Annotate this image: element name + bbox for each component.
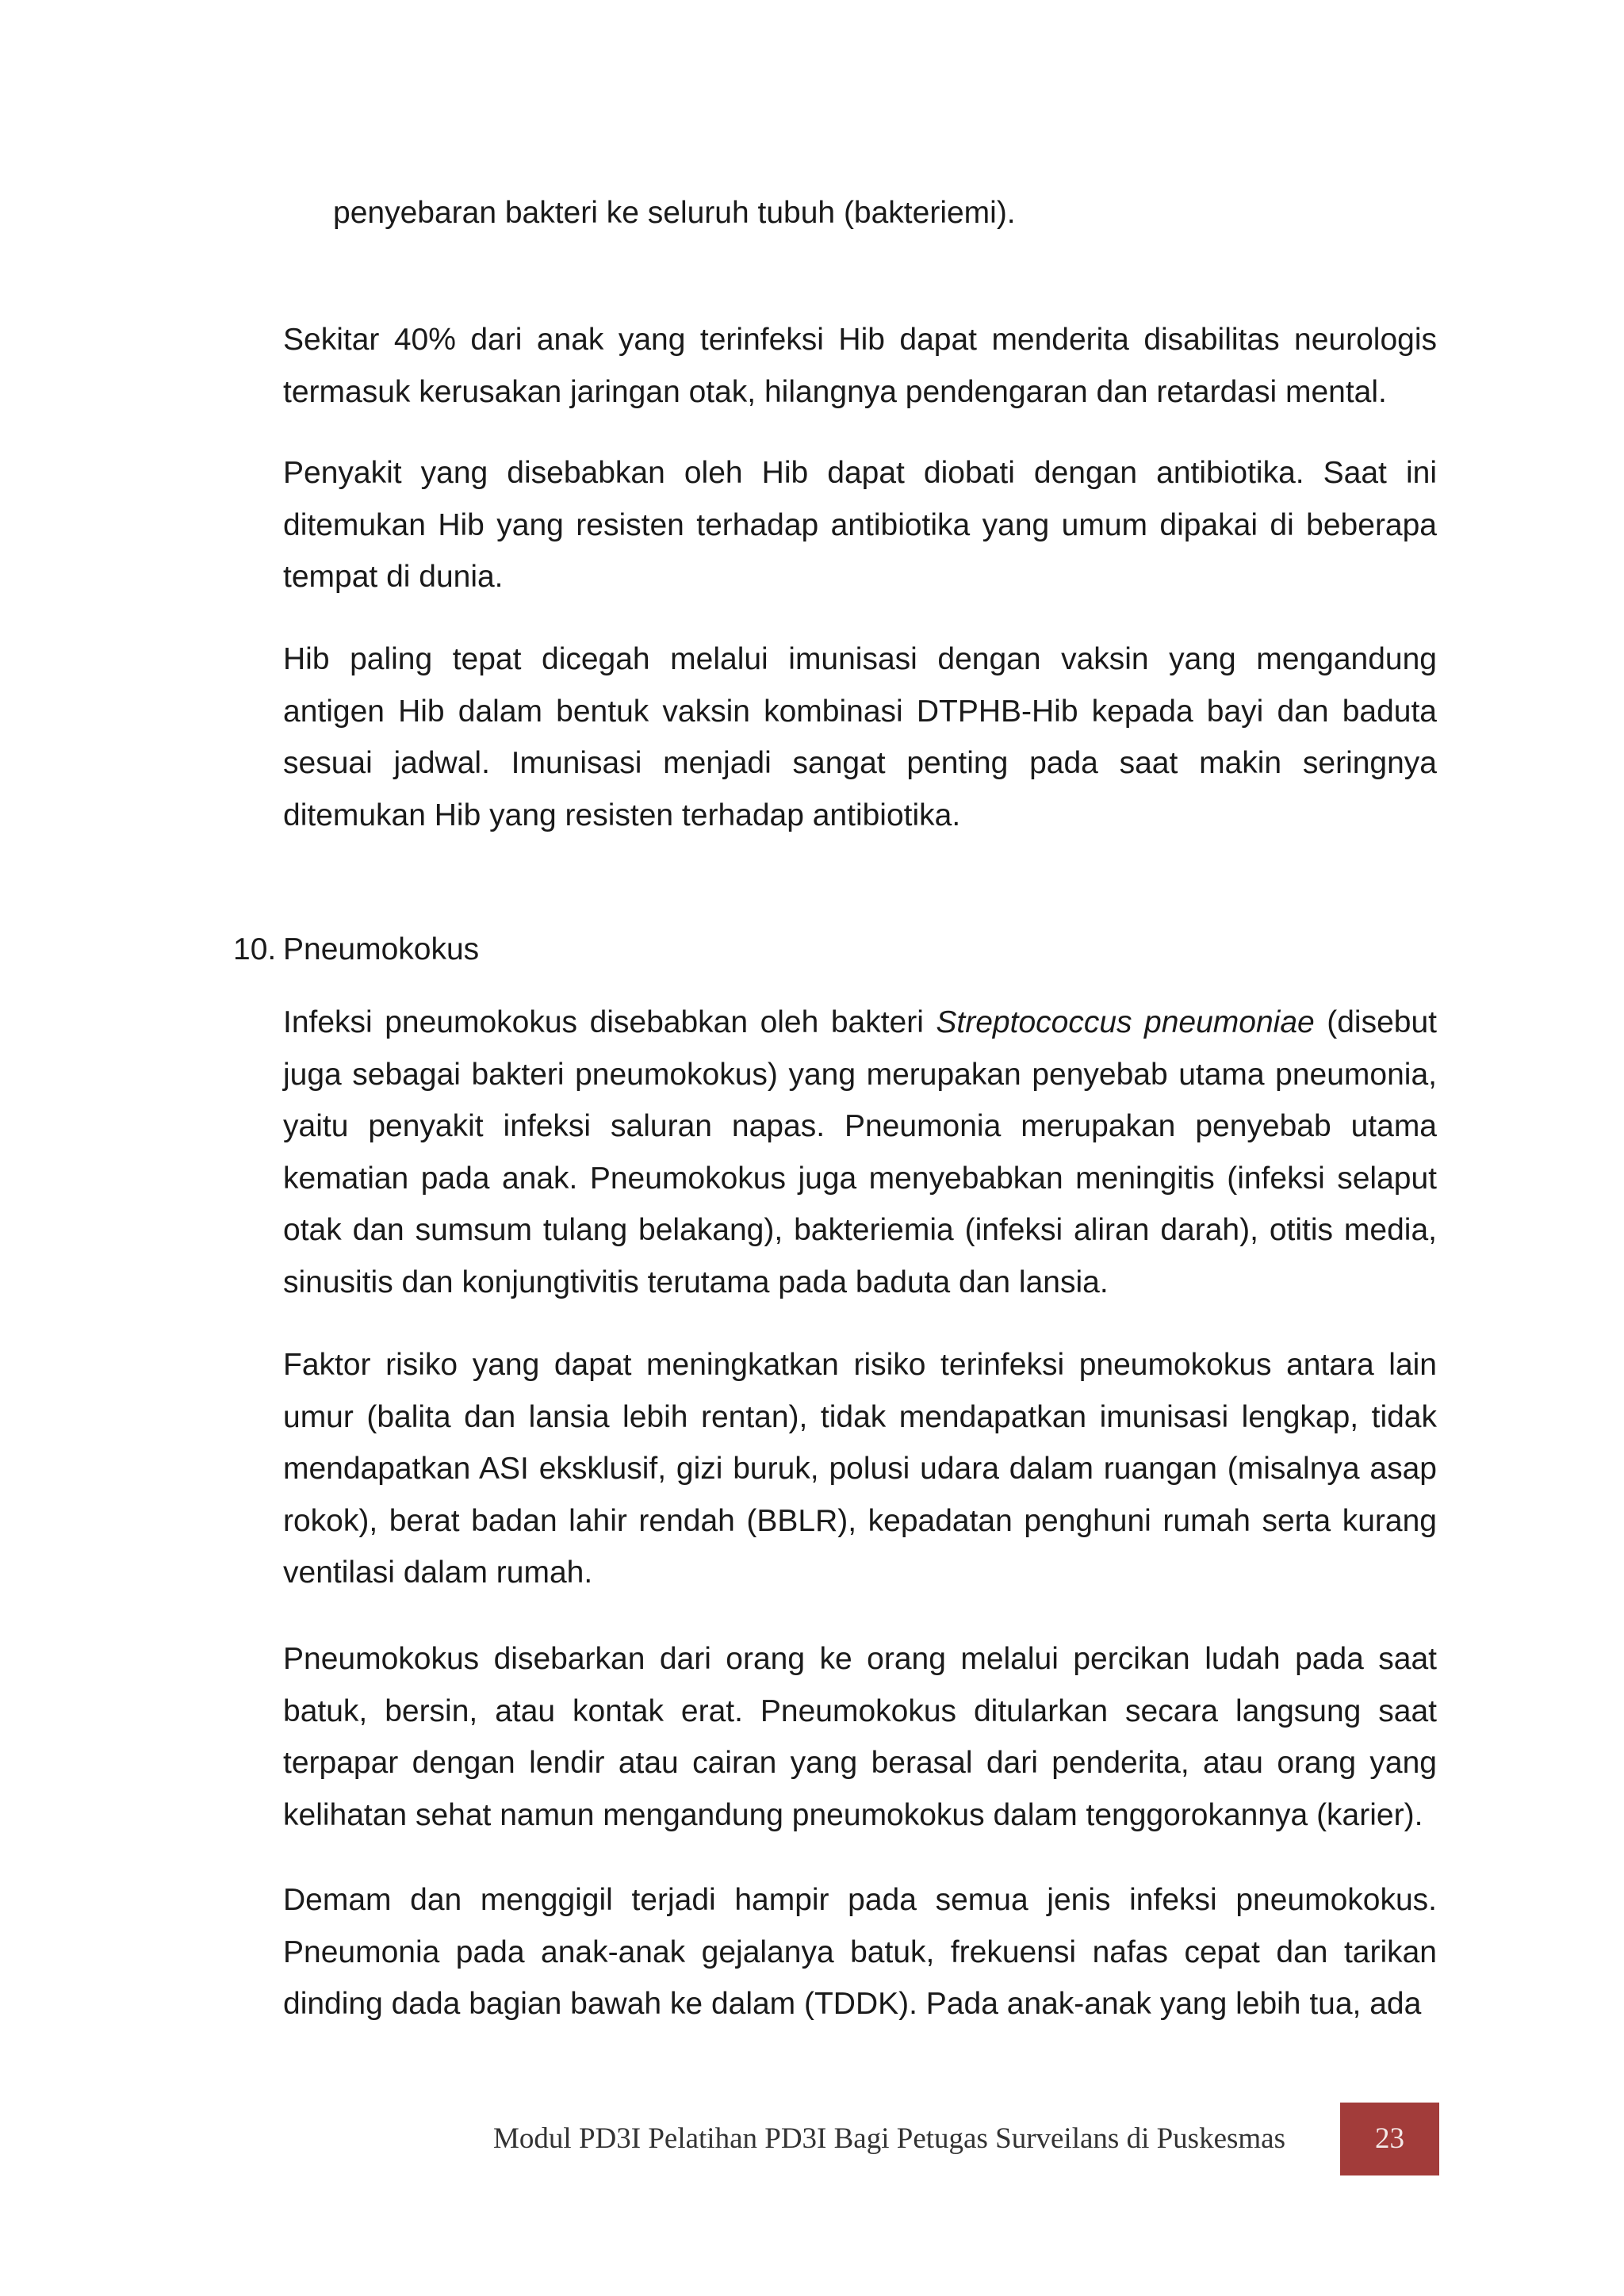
- page-number-badge: 23: [1340, 2103, 1439, 2175]
- section-heading: [233, 924, 479, 976]
- paragraph-hib-treatment: Penyakit yang disebabkan oleh Hib dapat diobati dengan antibiotika. Saat ini ditemukan Hib yang resisten terhadap antibiotika yang umum dipakai di beberapa tempat di dunia.: [283, 456, 1437, 594]
- paragraph-pneumo-intro-after: (disebut juga sebagai bakteri pneumokokus) yang merupakan penyebab utama pneumonia, yaitu penyakit infeksi saluran napas. Pneumonia merupakan penyebab utama kematian pada anak. Pneumokokus juga menyebabkan meningitis (infeksi selaput otak dan sumsum tulang belakang), bakteriemia (infeksi aliran darah), otitis media, sinusitis dan konjungtivitis terutama pada baduta dan lansia.: [283, 1005, 1437, 1299]
- paragraph-pneumo-risk-factors: Faktor risiko yang dapat meningkatkan risiko terinfeksi pneumokokus antara lain umur (balita dan lansia lebih rentan), tidak mendapatkan imunisasi lengkap, tidak mendapatkan ASI eksklusif, gizi buruk, polusi udara dalam ruangan (misalnya asap rokok), berat badan lahir rendah (BBLR), kepadatan penghuni rumah serta kurang ventilasi dalam rumah.: [283, 1348, 1437, 1590]
- intro-line: penyebaran bakteri ke seluruh tubuh (bakteriemi).: [333, 196, 1016, 230]
- paragraph-hib-disability: Sekitar 40% dari anak yang terinfeksi Hib dapat menderita disabilitas neurologis termasuk kerusakan jaringan otak, hilangnya pendengaran dan retardasi mental.: [283, 323, 1437, 409]
- paragraph-pneumo-transmission: Pneumokokus disebarkan dari orang ke orang melalui percikan ludah pada saat batuk, bersin, atau kontak erat. Pneumokokus ditularkan secara langsung saat terpapar dengan lendir atau cairan yang berasal dari penderita, atau orang yang kelihatan sehat namun mengandung pneumokokus dalam tenggorokannya (karier).: [283, 1642, 1437, 1832]
- species-name: Streptococcus pneumoniae: [936, 1005, 1315, 1039]
- paragraph-pneumo-symptoms: Demam dan menggigil terjadi hampir pada semua jenis infeksi pneumokokus. Pneumonia pada anak-anak gejalanya batuk, frekuensi nafas cepat dan tarikan dinding dada bagian bawah ke dalam (TDDK). Pada anak-anak yang lebih tua, ada: [283, 1883, 1437, 2021]
- footer-title: Modul PD3I Pelatihan PD3I Bagi Petugas Surveilans di Puskesmas: [493, 2122, 1285, 2155]
- paragraph-pneumo-intro: [283, 997, 1437, 1308]
- section-title: Pneumokokus: [283, 932, 480, 966]
- paragraph-hib-prevention: Hib paling tepat dicegah melalui imunisasi dengan vaksin yang mengandung antigen Hib dalam bentuk vaksin kombinasi DTPHB-Hib kepada bayi dan baduta sesuai jadwal. Imunisasi menjadi sangat penting pada saat makin seringnya ditemukan Hib yang resisten terhadap antibiotika.: [283, 642, 1437, 832]
- page-footer: [0, 2103, 1624, 2175]
- paragraph-pneumo-intro-before: Infeksi pneumokokus disebabkan oleh bakteri: [283, 1005, 936, 1039]
- section-number: 10.: [233, 932, 277, 966]
